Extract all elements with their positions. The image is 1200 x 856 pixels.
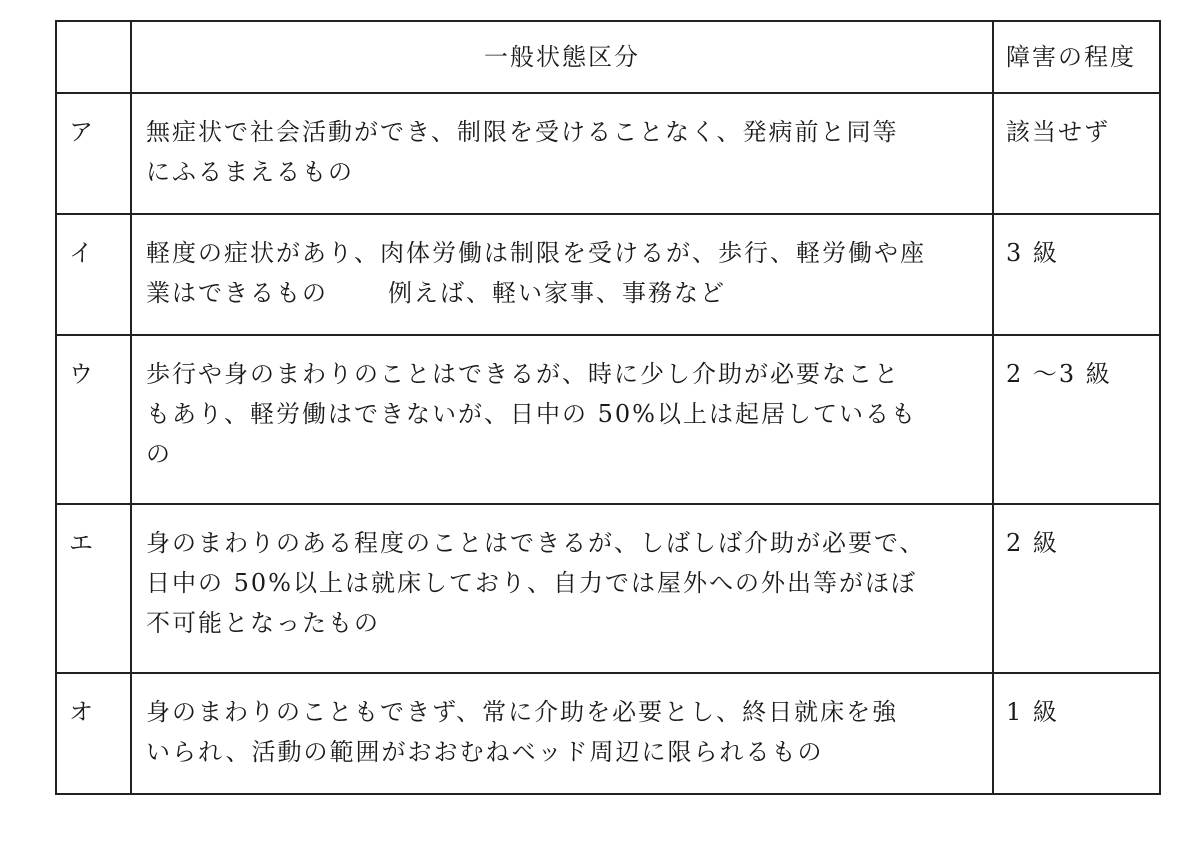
description-text: 業はできるもの xyxy=(146,279,328,307)
description-line: 無症状で社会活動ができ、制限を受けることなく、発病前と同等 xyxy=(146,118,899,146)
row-description xyxy=(131,335,993,504)
disability-grade-table xyxy=(55,20,1161,795)
description-line: いられ、活動の範囲がおおむねベッド周辺に限られるもの xyxy=(146,738,824,766)
table-header-row xyxy=(56,21,1160,93)
description-line: にふるまえるもの xyxy=(146,158,354,186)
row-id: オ xyxy=(56,673,131,794)
row-description xyxy=(131,504,993,673)
description-line: の xyxy=(146,440,172,468)
header-id xyxy=(56,21,131,93)
row-id: エ xyxy=(56,504,131,673)
row-description xyxy=(131,93,993,214)
header-description: 一般状態区分 xyxy=(131,21,993,93)
table-row xyxy=(56,504,1160,673)
description-line: 身のまわりのある程度のことはできるが、しばしば介助が必要で、 xyxy=(146,529,926,557)
description-line xyxy=(146,273,984,313)
row-description xyxy=(131,673,993,794)
description-example: 例えば、軽い家事、事務など xyxy=(388,279,726,307)
row-grade: 2 〜3 級 xyxy=(993,335,1160,504)
header-grade: 障害の程度 xyxy=(993,21,1160,93)
row-id: ア xyxy=(56,93,131,214)
row-id: イ xyxy=(56,214,131,335)
table-row xyxy=(56,335,1160,504)
row-grade: 該当せず xyxy=(993,93,1160,214)
description-line: 身のまわりのこともできず、常に介助を必要とし、終日就床を強 xyxy=(146,698,899,726)
description-line: 軽度の症状があり、肉体労働は制限を受けるが、歩行、軽労働や座 xyxy=(146,239,926,267)
table-row xyxy=(56,673,1160,794)
table-row xyxy=(56,214,1160,335)
description-line: もあり、軽労働はできないが、日中の 50%以上は起居しているも xyxy=(146,400,917,428)
row-description xyxy=(131,214,993,335)
row-grade: 3 級 xyxy=(993,214,1160,335)
row-id: ウ xyxy=(56,335,131,504)
row-grade: 1 級 xyxy=(993,673,1160,794)
description-line: 歩行や身のまわりのことはできるが、時に少し介助が必要なこと xyxy=(146,360,900,388)
table-row xyxy=(56,93,1160,214)
row-grade: 2 級 xyxy=(993,504,1160,673)
description-line: 日中の 50%以上は就床しており、自力では屋外への外出等がほぼ xyxy=(146,569,917,597)
description-line: 不可能となったもの xyxy=(146,609,380,637)
